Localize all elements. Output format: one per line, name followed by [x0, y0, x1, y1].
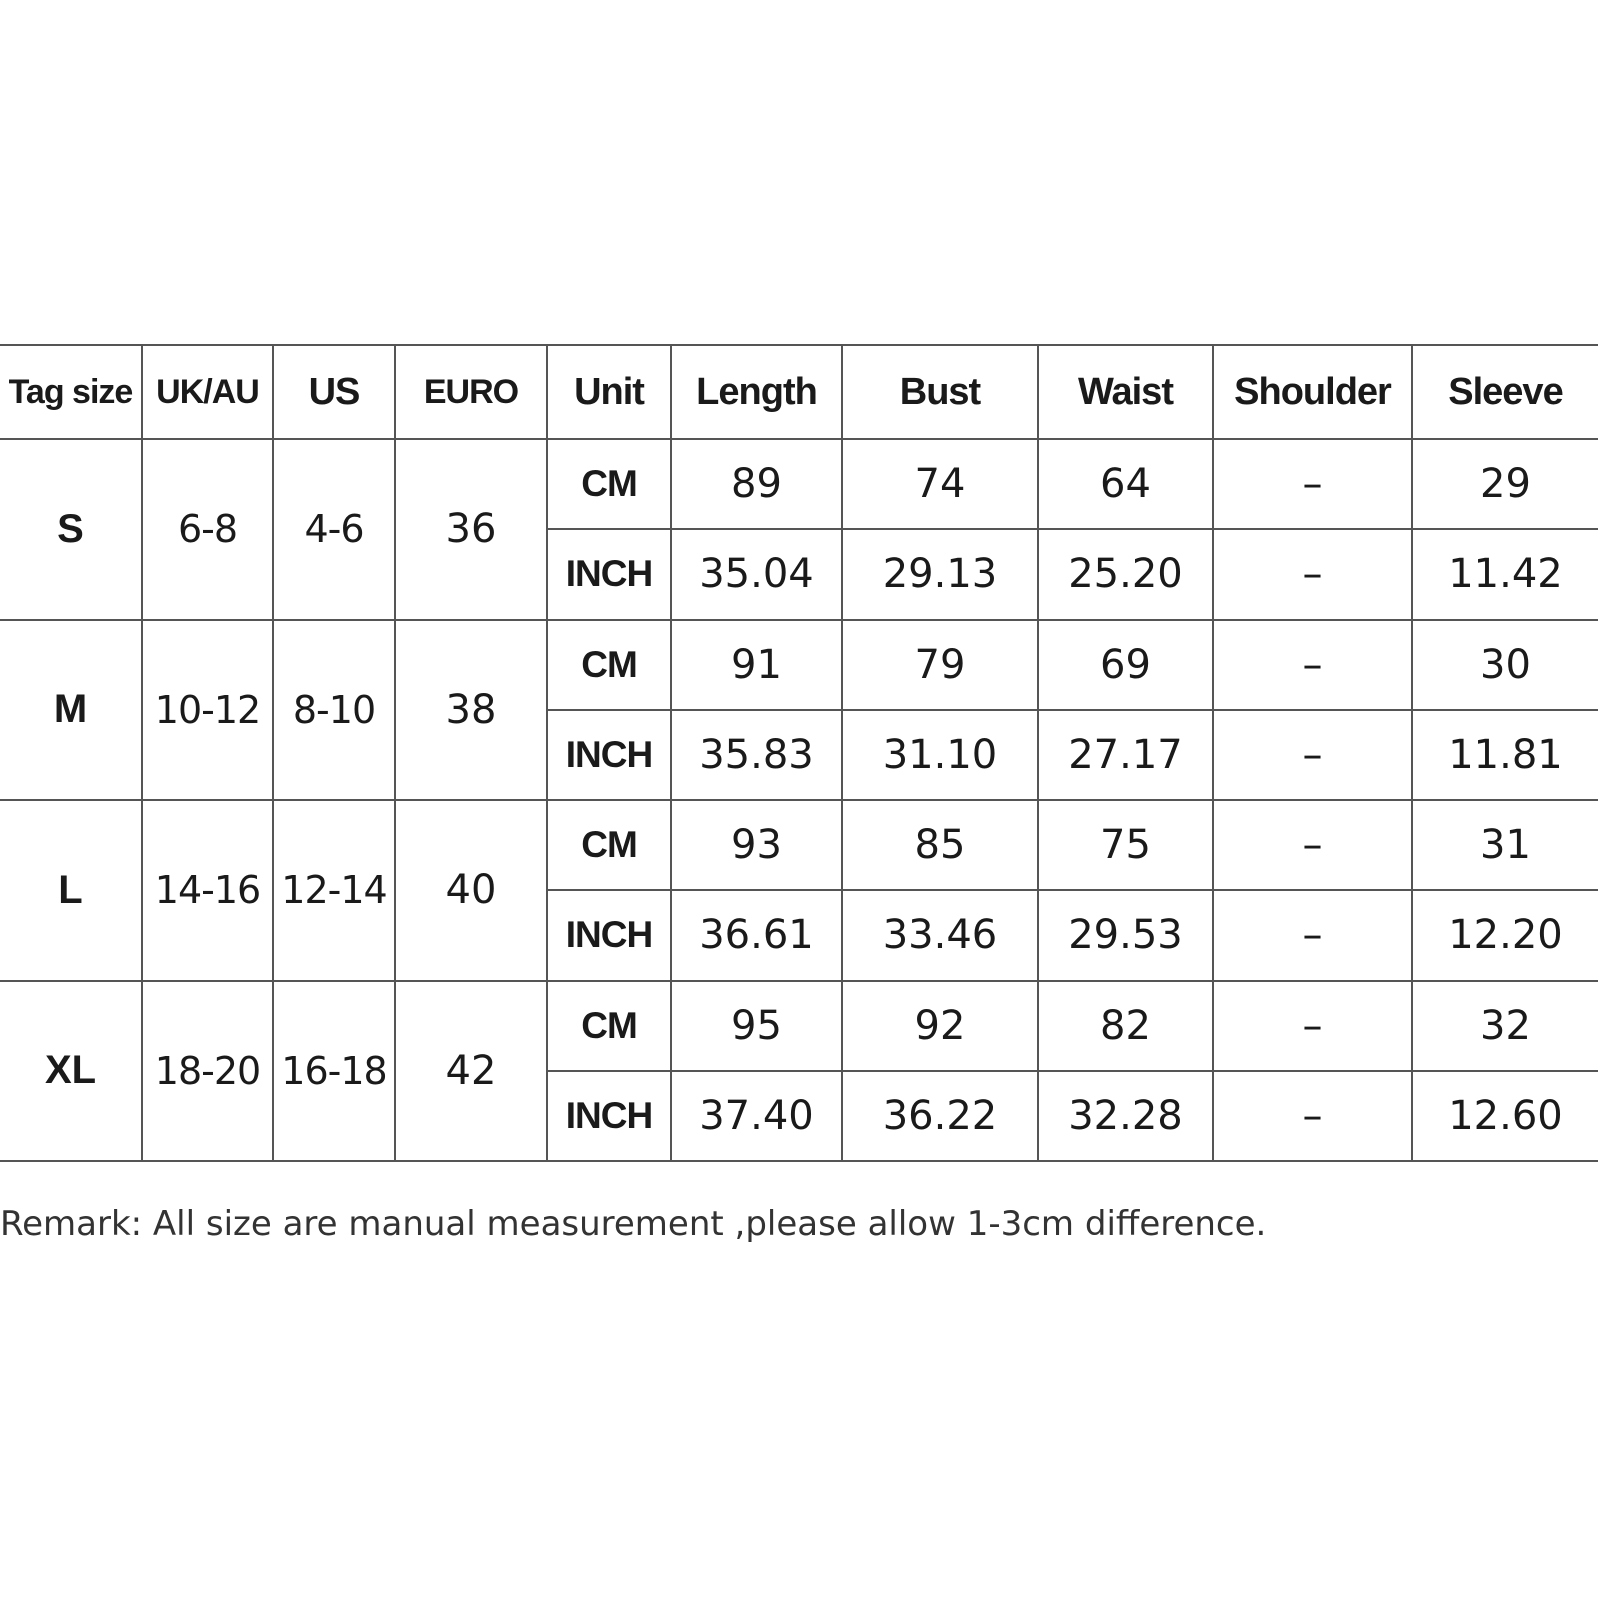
sleeve-cell: 31	[1412, 800, 1598, 890]
euro-cell: 42	[395, 981, 547, 1162]
tag-size-cell: M	[0, 620, 142, 801]
waist-cell: 27.17	[1038, 710, 1213, 800]
table-row-xl-cm	[0, 981, 1598, 1071]
shoulder-cell: –	[1213, 800, 1412, 890]
header-us: US	[273, 345, 395, 439]
remark-text: Remark: All size are manual measurement ,please allow 1-3cm difference.	[0, 1204, 1267, 1244]
header-uk-au: UK/AU	[142, 345, 273, 439]
shoulder-cell: –	[1213, 529, 1412, 619]
waist-cell: 69	[1038, 620, 1213, 710]
bust-cell: 85	[842, 800, 1038, 890]
unit-cell: INCH	[547, 710, 671, 800]
euro-cell: 40	[395, 800, 547, 981]
bust-cell: 79	[842, 620, 1038, 710]
us-cell: 4-6	[273, 439, 395, 620]
header-unit: Unit	[547, 345, 671, 439]
unit-cell: INCH	[547, 529, 671, 619]
us-cell: 16-18	[273, 981, 395, 1162]
bust-cell: 36.22	[842, 1071, 1038, 1161]
bust-cell: 33.46	[842, 890, 1038, 980]
tag-size-cell: S	[0, 439, 142, 620]
uk-au-cell: 14-16	[142, 800, 273, 981]
sleeve-cell: 12.20	[1412, 890, 1598, 980]
length-cell: 89	[671, 439, 842, 529]
header-shoulder: Shoulder	[1213, 345, 1412, 439]
length-cell: 91	[671, 620, 842, 710]
uk-au-cell: 10-12	[142, 620, 273, 801]
unit-cell: CM	[547, 800, 671, 890]
table-row-m-cm	[0, 620, 1598, 710]
header-tag-size: Tag size	[0, 345, 142, 439]
bust-cell: 92	[842, 981, 1038, 1071]
sleeve-cell: 29	[1412, 439, 1598, 529]
sleeve-cell: 11.42	[1412, 529, 1598, 619]
shoulder-cell: –	[1213, 710, 1412, 800]
waist-cell: 64	[1038, 439, 1213, 529]
header-euro: EURO	[395, 345, 547, 439]
unit-cell: CM	[547, 439, 671, 529]
shoulder-cell: –	[1213, 1071, 1412, 1161]
header-row	[0, 345, 1598, 439]
unit-cell: INCH	[547, 890, 671, 980]
table-row-s-cm	[0, 439, 1598, 529]
length-cell: 95	[671, 981, 842, 1071]
uk-au-cell: 18-20	[142, 981, 273, 1162]
length-cell: 36.61	[671, 890, 842, 980]
waist-cell: 25.20	[1038, 529, 1213, 619]
unit-cell: INCH	[547, 1071, 671, 1161]
uk-au-cell: 6-8	[142, 439, 273, 620]
length-cell: 35.83	[671, 710, 842, 800]
waist-cell: 75	[1038, 800, 1213, 890]
length-cell: 37.40	[671, 1071, 842, 1161]
tag-size-cell: L	[0, 800, 142, 981]
euro-cell: 38	[395, 620, 547, 801]
unit-cell: CM	[547, 981, 671, 1071]
shoulder-cell: –	[1213, 620, 1412, 710]
size-chart-table	[0, 344, 1598, 1162]
unit-cell: CM	[547, 620, 671, 710]
us-cell: 12-14	[273, 800, 395, 981]
bust-cell: 29.13	[842, 529, 1038, 619]
header-length: Length	[671, 345, 842, 439]
sleeve-cell: 12.60	[1412, 1071, 1598, 1161]
length-cell: 35.04	[671, 529, 842, 619]
length-cell: 93	[671, 800, 842, 890]
header-bust: Bust	[842, 345, 1038, 439]
header-waist: Waist	[1038, 345, 1213, 439]
header-sleeve: Sleeve	[1412, 345, 1598, 439]
shoulder-cell: –	[1213, 439, 1412, 529]
tag-size-cell: XL	[0, 981, 142, 1162]
table-row-l-cm	[0, 800, 1598, 890]
bust-cell: 74	[842, 439, 1038, 529]
sleeve-cell: 32	[1412, 981, 1598, 1071]
euro-cell: 36	[395, 439, 547, 620]
sleeve-cell: 11.81	[1412, 710, 1598, 800]
bust-cell: 31.10	[842, 710, 1038, 800]
shoulder-cell: –	[1213, 981, 1412, 1071]
waist-cell: 32.28	[1038, 1071, 1213, 1161]
us-cell: 8-10	[273, 620, 395, 801]
shoulder-cell: –	[1213, 890, 1412, 980]
waist-cell: 82	[1038, 981, 1213, 1071]
waist-cell: 29.53	[1038, 890, 1213, 980]
sleeve-cell: 30	[1412, 620, 1598, 710]
